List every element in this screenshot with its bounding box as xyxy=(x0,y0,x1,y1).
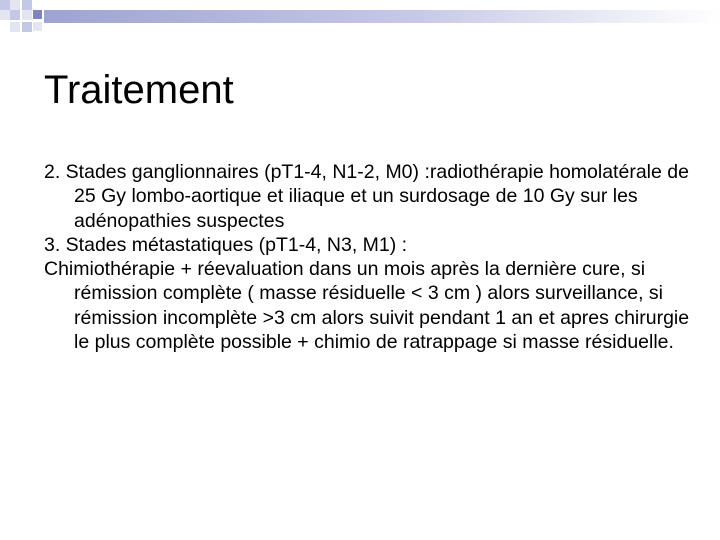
paragraph-stades-metastatiques: 3. Stades métastatiques (pT1-4, N3, M1) : xyxy=(44,233,408,256)
header-decoration xyxy=(0,0,720,40)
paragraph-stades-ganglionnaires: 2. Stades ganglionnaires (pT1-4, N1-2, M0) :radiothérapie homolatérale de 25 Gy lombo-aortique et iliaque et un surdosage de 10 Gy sur les adénopathies suspectes xyxy=(44,161,689,232)
header-gradient-bar xyxy=(44,10,720,23)
decor-square xyxy=(22,0,32,10)
slide-title: Traitement xyxy=(44,68,234,112)
paragraph-chimiotherapie: Chimiothérapie + réevaluation dans un mois après la dernière cure, si rémission complète ( masse résiduelle < 3 cm ) alors surveillance, si rémission incomplète >3 cm alors suivit pendant 1 an et apres chirurgie le plus complète possible + chimio de ratrappage si masse résiduelle. xyxy=(44,258,690,354)
decor-square xyxy=(0,0,10,10)
decor-square xyxy=(33,22,42,31)
decor-square xyxy=(10,22,20,32)
decor-square xyxy=(22,22,32,32)
decor-square xyxy=(0,10,10,20)
decor-square xyxy=(33,10,42,19)
slide-body xyxy=(44,160,694,354)
decor-square xyxy=(10,0,20,10)
decor-square xyxy=(22,10,32,20)
decor-square xyxy=(10,10,20,20)
